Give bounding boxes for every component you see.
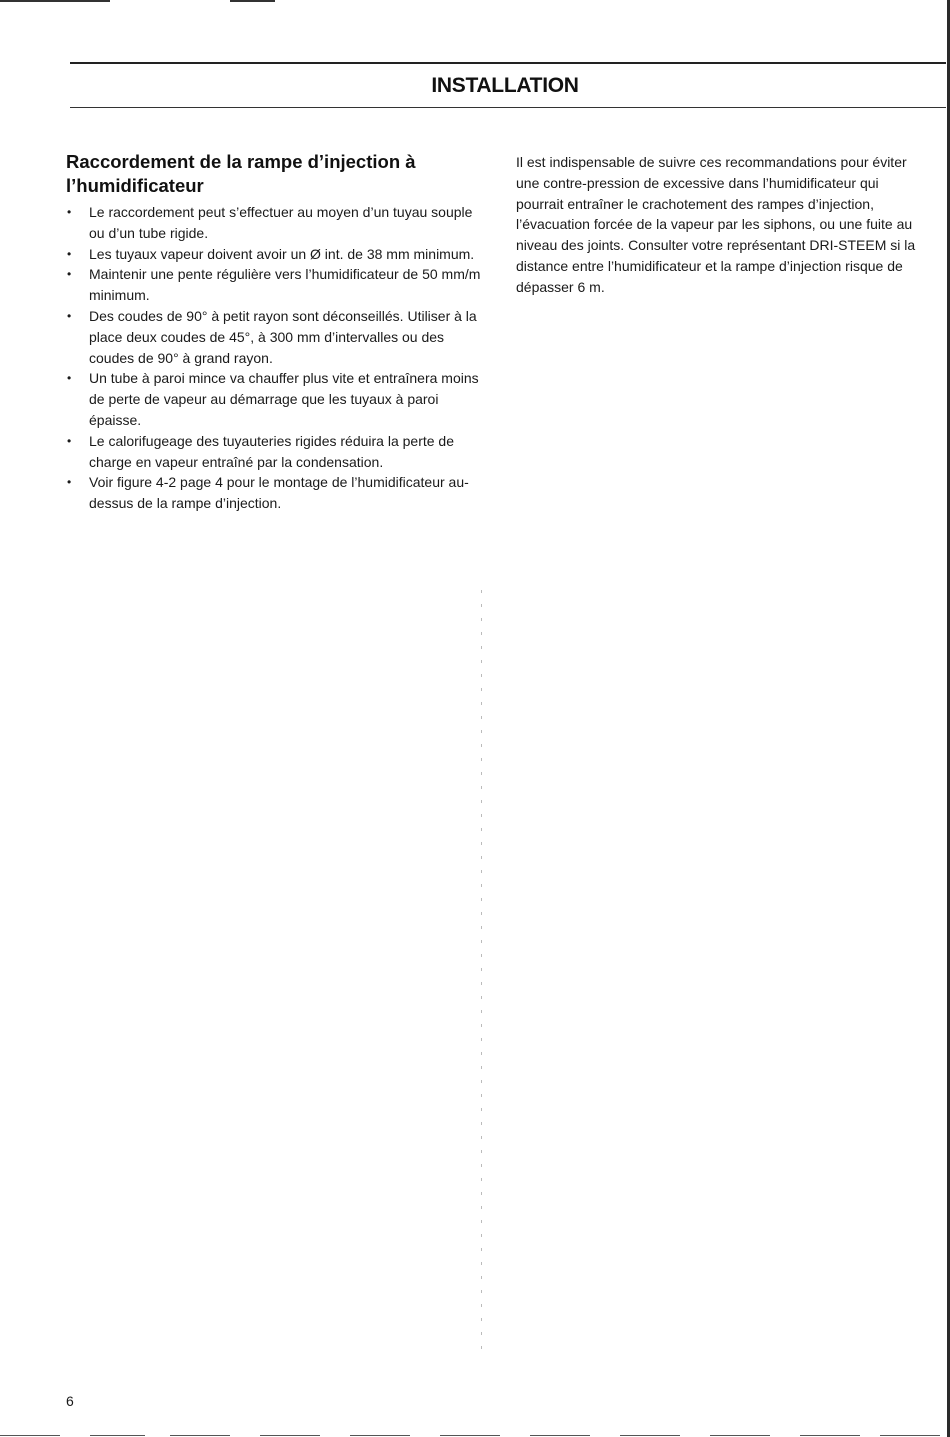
list-item — [66, 306, 486, 368]
page-header-title: INSTALLATION — [431, 74, 579, 97]
list-item — [66, 431, 486, 473]
footer-dash — [90, 1435, 145, 1436]
list-item — [66, 264, 486, 306]
section-title: Raccordement de la rampe d’injection à l’humidificateur — [66, 151, 416, 196]
bullet-text: Maintenir une pente régulière vers l’humidificateur de 50 mm/m minimum. — [89, 266, 481, 304]
scan-fold-line — [481, 590, 482, 1350]
list-item — [66, 244, 486, 265]
header-bottom-rule — [70, 107, 946, 108]
bullet-icon: • — [67, 246, 72, 261]
bullet-text: Les tuyaux vapeur doivent avoir un Ø int. de 38 mm minimum. — [89, 245, 475, 262]
list-item — [66, 472, 486, 514]
bullet-icon: • — [67, 371, 72, 386]
footer-dash — [710, 1435, 770, 1436]
footer-dash — [530, 1435, 590, 1436]
footer-dash — [620, 1435, 680, 1436]
page-number: 6 — [66, 1393, 74, 1409]
footer-dash — [170, 1435, 230, 1436]
footer-dash — [800, 1435, 860, 1436]
left-column — [66, 150, 486, 514]
bullet-text: Voir figure 4-2 page 4 pour le montage de l’humidificateur au-dessus de la rampe d’injection. — [89, 474, 469, 512]
bullet-icon: • — [67, 205, 72, 219]
scan-edge-mark — [230, 0, 275, 2]
footer-dash — [440, 1435, 500, 1436]
bullet-list — [66, 202, 486, 514]
bullet-text: Un tube à paroi mince va chauffer plus vite et entraînera moins de perte de vapeur au démarrage que les tuyaux à paroi épaisse. — [89, 370, 479, 428]
scan-edge-mark — [0, 0, 110, 2]
footer-dash — [880, 1435, 940, 1436]
header-top-rule — [70, 62, 946, 64]
list-item — [66, 368, 486, 430]
footer-dash — [350, 1435, 410, 1436]
list-item — [66, 202, 486, 244]
bullet-icon: • — [67, 475, 72, 490]
bullet-text: Le calorifugeage des tuyauteries rigides réduira la perte de charge en vapeur entraîné par la condensation. — [89, 432, 455, 470]
footer-dash — [0, 1435, 60, 1436]
bullet-icon: • — [67, 308, 72, 323]
bullet-text: Des coudes de 90° à petit rayon sont déconseillés. Utiliser à la place deux coudes de 45°, à 300 mm d’intervalles ou des coudes de 90° à grand rayon. — [89, 307, 477, 366]
right-column-paragraph: Il est indispensable de suivre ces recommandations pour éviter une contre-pression de excessive dans l’humidificateur qui pourrait entraîner le crachotement des rampes d’injection, l’évacuation forcée de la vapeur par les siphons, ou une fuite au niveau des joints. Consulter votre représentant DRI-STEEM si la distance entre l’humidificateur et la rampe d’injection risque de dépasser 6 m. — [516, 154, 916, 295]
bullet-text: Le raccordement peut s’effectuer au moyen d’un tuyau souple ou d’un tube rigide. — [89, 204, 473, 241]
bullet-icon: • — [67, 267, 72, 282]
bullet-icon: • — [67, 433, 72, 448]
footer-dash — [260, 1435, 320, 1436]
